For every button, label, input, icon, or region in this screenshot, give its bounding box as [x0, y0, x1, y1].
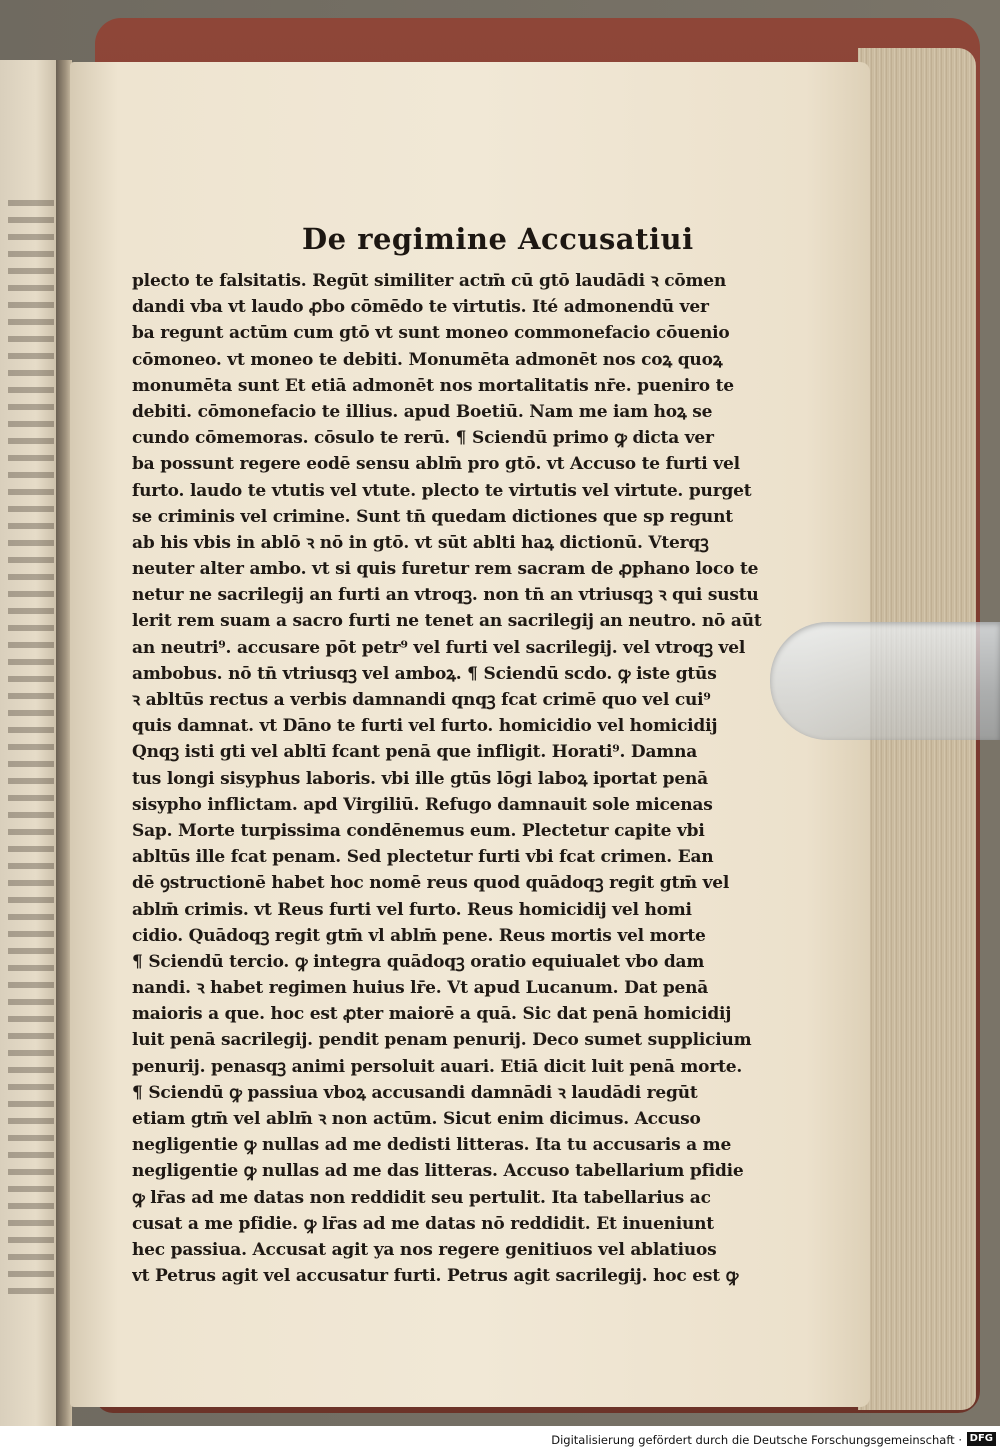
dfg-logo: DFG — [967, 1432, 996, 1446]
text-line: abltūs ille fcat penam. Sed plectetur furti vbi fcat crimen. Ean — [132, 847, 714, 868]
text-line: cidio. Quādoqꝫ regit gtm̄ vl ablm̄ pene. Reus mortis vel morte — [132, 925, 706, 946]
text-line: ¶ Sciendū tercio. ꝙ integra quādoqꝫ oratio equiualet vbo dam — [132, 951, 705, 972]
text-line: ꝛ abltūs rectus a verbis damnandi qnqꝫ fcat crimē quo vel cui⁹ — [132, 690, 711, 710]
page-clip — [770, 622, 1000, 740]
text-line: neuter alter ambo. vt si quis furetur rem sacram de ꝓphano loco te — [132, 559, 759, 580]
text-line: quis damnat. vt Dāno te furti vel furto. homicidio vel homicidij — [132, 716, 718, 737]
text-line: lerit rem suam a sacro furti ne tenet an sacrilegij an neutro. nō aūt — [132, 611, 762, 632]
text-line: plecto te falsitatis. Regūt similiter actm̄ cū gtō laudādi ꝛ cōmen — [132, 271, 727, 291]
text-line: dē ꝯstructionē habet hoc nomē reus quod quādoqꝫ regit gtm̄ vel — [132, 873, 730, 894]
funding-credit: Digitalisierung gefördert durch die Deutsche Forschungsgemeinschaft · — [551, 1433, 962, 1447]
text-line: nandi. ꝛ habet regimen huius lr̄e. Vt apud Lucanum. Dat penā — [132, 978, 709, 999]
text-line: negligentie ꝙ nullas ad me dedisti litteras. Ita tu accusaris a me — [132, 1135, 732, 1156]
text-line: vt Petrus agit vel accusatur furti. Petrus agit sacrilegij. hoc est ꝙ — [132, 1266, 739, 1287]
text-line: negligentie ꝙ nullas ad me das litteras. Accuso tabellarium pfidie — [132, 1161, 744, 1182]
book-page — [70, 62, 870, 1407]
text-line: cusat a me pfidie. ꝙ lr̄as ad me datas nō reddidit. Et inueniunt — [132, 1213, 714, 1234]
text-line: ꝙ lr̄as ad me datas non reddidit seu pertulit. Ita tabellarius ac — [132, 1187, 711, 1208]
text-line: penurij. penasqꝫ animi persoluit auari. Etiā dicit luit penā morte. — [132, 1056, 743, 1077]
text-line: dandi vba vt laudo ꝓbo cōmēdo te virtutis. Ité admonendū ver — [132, 297, 709, 318]
text-line: debiti. cōmonefacio te illius. apud Boetiū. Nam me iam hoꝝ se — [132, 401, 713, 422]
text-line: Qnqꝫ isti gti vel abltī fcant penā que infligit. Horati⁹. Damna — [132, 742, 698, 763]
text-line: cōmoneo. vt moneo te debiti. Monumēta admonēt nos coꝝ quoꝝ — [132, 349, 723, 370]
facing-page-edge — [0, 60, 60, 1426]
text-line: cundo cōmemoras. cōsulo te rerū. ¶ Sciendū primo ꝙ dicta ver — [132, 428, 714, 449]
text-line: tus longi sisyphus laboris. vbi ille gtūs lōgi laboꝝ iportat penā — [132, 768, 708, 789]
text-line: ambobus. nō tn̄ vtriusqꝫ vel amboꝝ. ¶ Sciendū scdo. ꝙ iste gtūs — [132, 663, 717, 684]
text-line: ba regunt actūm cum gtō vt sunt moneo commonefacio cōuenio — [132, 323, 730, 344]
text-line: ba possunt regere eodē sensu ablm̄ pro gtō. vt Accuso te furti vel — [132, 454, 740, 475]
text-line: luit penā sacrilegij. pendit penam penurij. Deco sumet supplicium — [132, 1030, 752, 1051]
footer-bar — [0, 1426, 1000, 1453]
text-line: Sap. Morte turpissima condēnemus eum. Plectetur capite vbi — [132, 820, 705, 841]
running-head: De regimine Accusatiui — [302, 222, 694, 256]
text-line: netur ne sacrilegij an furti an vtroqꝫ. non tn̄ an vtriusqꝫ ꝛ qui sustu — [132, 585, 759, 606]
text-line: se criminis vel crimine. Sunt tn̄ quedam dictiones que sp regunt — [132, 506, 733, 527]
text-line: ¶ Sciendū ꝙ passiua vboꝝ accusandi damnādi ꝛ laudādi regūt — [132, 1082, 698, 1103]
text-line: an neutri⁹. accusare pōt petr⁹ vel furti vel sacrilegij. vel vtroqꝫ vel — [132, 637, 746, 658]
text-line: furto. laudo te vtutis vel vtute. plecto te virtutis vel virtute. purget — [132, 480, 752, 501]
text-line: monumēta sunt Et etiā admonēt nos mortalitatis nr̄e. pueniro te — [132, 375, 734, 396]
facing-page-text-bleed — [8, 200, 54, 1300]
text-line: ablm̄ crimis. vt Reus furti vel furto. Reus homicidij vel homi — [132, 899, 692, 920]
text-line: etiam gtm̄ vel ablm̄ ꝛ non actūm. Sicut enim dicimus. Accuso — [132, 1109, 701, 1129]
text-block — [132, 268, 782, 1289]
text-line: sisypho inflictam. apd Virgiliū. Refugo damnauit sole micenas — [132, 794, 713, 815]
text-line: ab his vbis in ablō ꝛ nō in gtō. vt sūt ablti haꝝ dictionū. Vterqꝫ — [132, 532, 709, 553]
text-line: maioris a que. hoc est ꝓter maiorē a quā. Sic dat penā homicidij — [132, 1004, 732, 1025]
text-line: hec passiua. Accusat agit ya nos regere genitiuos vel ablatiuos — [132, 1239, 717, 1260]
